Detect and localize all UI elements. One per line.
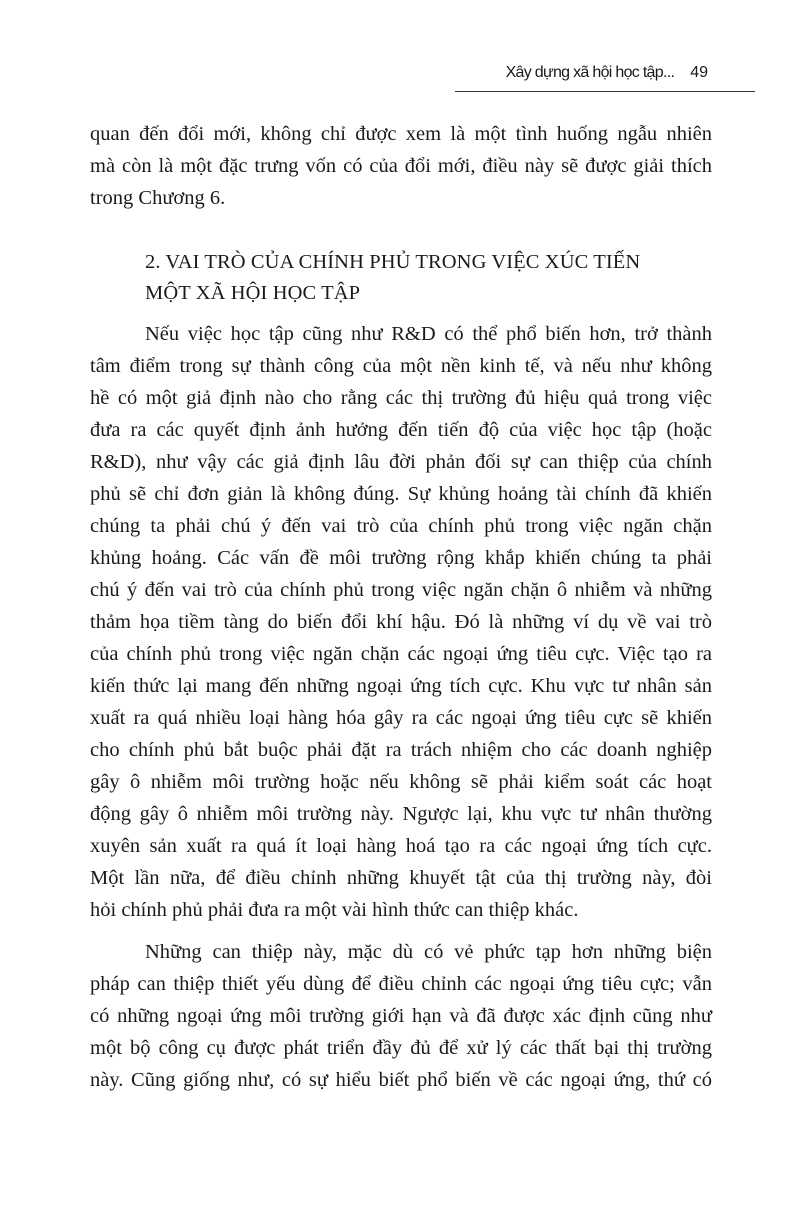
text-line: trong Chương 6. (90, 187, 226, 209)
text-line: R&D), như vậy các giả định lâu đời phản đối sự can thiệp của chính (90, 451, 712, 473)
text-line: có những ngoại ứng môi trường giới hạn và đã được xác định cũng như (90, 1005, 712, 1027)
section-heading (145, 247, 705, 309)
paragraph-1 (90, 118, 712, 214)
text-line: chúng ta phải chú ý đến vai trò của chính phủ trong việc ngăn chặn (90, 515, 712, 537)
heading-line: MỘT XÃ HỘI HỌC TẬP (145, 282, 361, 304)
text-line: Một lần nữa, để điều chỉnh những khuyết tật của thị trường này, đòi (90, 867, 712, 889)
text-line: động gây ô nhiễm môi trường này. Ngược lại, khu vực tư nhân thường (90, 803, 712, 825)
text-line: của chính phủ trong việc ngăn chặn các ngoại ứng tiêu cực. Việc tạo ra (90, 643, 712, 665)
text-line: xuất ra quá nhiều loại hàng hóa gây ra các ngoại ứng tiêu cực sẽ khiến (90, 707, 712, 729)
heading-line: 2. VAI TRÒ CỦA CHÍNH PHỦ TRONG VIỆC XÚC TIẾN (145, 251, 641, 273)
text-line: Những can thiệp này, mặc dù có vẻ phức tạp hơn những biện (145, 941, 712, 963)
text-line: chú ý đến vai trò của chính phủ trong việc ngăn chặn ô nhiễm và những (90, 579, 712, 601)
text-line: phủ sẽ chỉ đơn giản là không đúng. Sự khủng hoảng tài chính đã khiến (90, 483, 712, 505)
text-line: mà còn là một đặc trưng vốn có của đổi mới, điều này sẽ được giải thích (90, 155, 712, 177)
text-line: cho chính phủ bắt buộc phải đặt ra trách nhiệm cho các doanh nghiệp (90, 739, 712, 761)
page-number: 49 (690, 64, 708, 81)
text-line: hỏi chính phủ phải đưa ra một vài hình thức can thiệp khác. (90, 899, 579, 921)
text-line: đưa ra các quyết định ảnh hưởng đến tiến độ của việc học tập (hoặc (90, 419, 712, 441)
paragraph-2 (90, 318, 712, 926)
text-line: kiến thức lại mang đến những ngoại ứng tích cực. Khu vực tư nhân sản (90, 675, 712, 697)
text-line: này. Cũng giống như, có sự hiểu biết phổ biến về các ngoại ứng, thứ có (90, 1069, 712, 1091)
running-header (455, 60, 755, 92)
text-line: khủng hoảng. Các vấn đề môi trường rộng khắp khiến chúng ta phải (90, 547, 712, 569)
text-line: hề có một giả định nào cho rằng các thị trường đủ hiệu quả trong việc (90, 387, 712, 409)
running-title: Xây dựng xã hội học tập... (505, 64, 675, 81)
text-line: một bộ công cụ được phát triển đầy đủ để xử lý các thất bại thị trường (90, 1037, 712, 1059)
text-line: xuyên sản xuất ra quá ít loại hàng hoá tạo ra các ngoại ứng tích cực. (90, 835, 712, 857)
text-line: gây ô nhiễm môi trường hoặc nếu không sẽ phải kiểm soát các hoạt (90, 771, 712, 793)
text-line: Nếu việc học tập cũng như R&D có thể phổ biến hơn, trở thành (145, 323, 712, 345)
text-line: tâm điểm trong sự thành công của một nền kinh tế, và nếu như không (90, 355, 712, 377)
paragraph-3 (90, 936, 712, 1096)
text-line: quan đến đổi mới, không chỉ được xem là một tình huống ngẫu nhiên (90, 123, 712, 145)
text-line: thảm họa tiềm tàng do biến đổi khí hậu. Đó là những ví dụ về vai trò (90, 611, 712, 633)
text-line: pháp can thiệp thiết yếu dùng để điều chỉnh các ngoại ứng tiêu cực; vẫn (90, 973, 712, 995)
